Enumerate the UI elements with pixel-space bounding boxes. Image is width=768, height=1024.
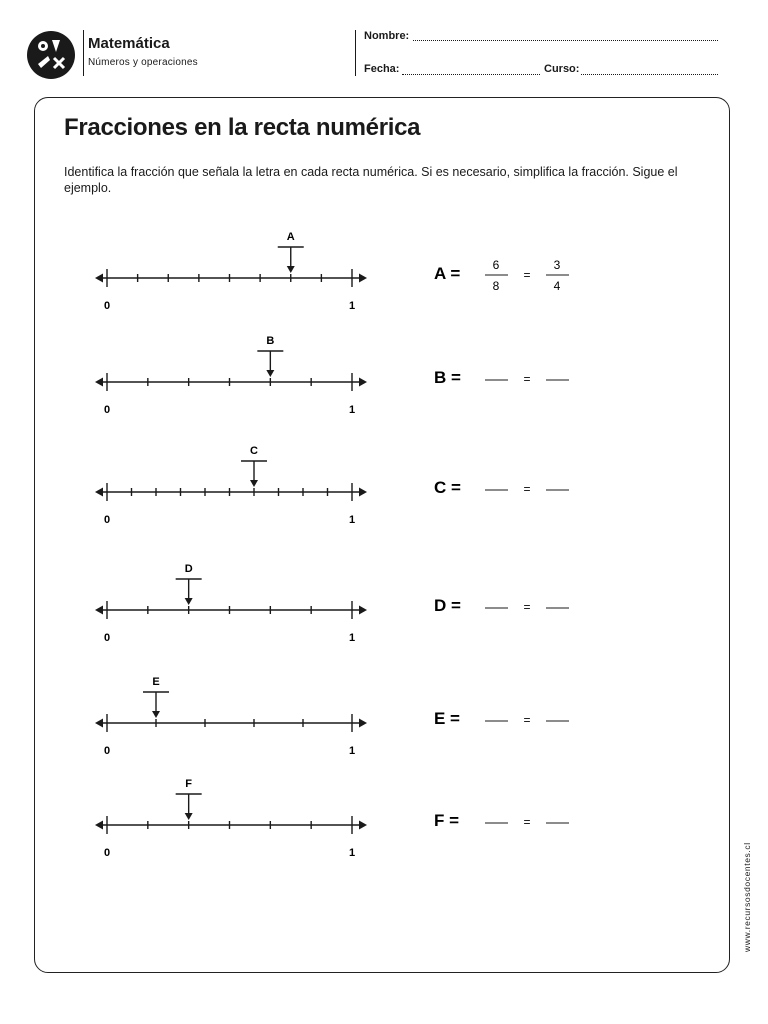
equals-sign: = [523,600,531,614]
pointer-arrow-icon [185,813,193,820]
pointer-letter: B [266,335,275,347]
label-zero: 0 [103,847,111,859]
label-zero: 0 [103,300,111,312]
date-label: Fecha: [364,63,400,75]
answer-label: D = [434,596,461,615]
pointer-arrow-icon [152,711,160,718]
arrow-right-icon [359,606,367,615]
label-zero: 0 [103,514,111,526]
fraction-numerator: 6 [492,258,500,272]
arrow-right-icon [359,274,367,283]
pointer-letter: F [185,778,193,790]
arrow-left-icon [95,606,103,615]
subject-subtitle: Números y operaciones [88,57,198,68]
equals-sign: = [523,268,531,282]
arrow-left-icon [95,378,103,387]
label-one: 1 [348,514,356,526]
pointer-letter: D [184,563,193,575]
pointer-arrow-icon [266,370,274,377]
equals-sign: = [523,482,531,496]
site-url: www.recursosdocentes.cl [742,842,752,952]
pointer-arrow-icon [185,598,193,605]
fraction-numerator: 3 [553,258,561,272]
label-one: 1 [348,847,356,859]
label-zero: 0 [103,632,111,644]
arrow-left-icon [95,719,103,728]
label-one: 1 [348,404,356,416]
answer-label: E = [434,709,460,728]
fraction-denominator: 8 [492,279,500,293]
name-label: Nombre: [364,30,410,42]
pointer-arrow-icon [250,480,258,487]
arrow-right-icon [359,719,367,728]
answer-label: F = [434,811,460,830]
label-zero: 0 [103,745,111,757]
equals-sign: = [523,815,531,829]
arrow-left-icon [95,821,103,830]
arrow-right-icon [359,378,367,387]
arrow-right-icon [359,488,367,497]
pointer-letter: A [286,231,295,243]
page-title: Fracciones en la recta numérica [64,114,421,141]
course-label: Curso: [544,63,580,75]
instructions: Identifica la fracción que señala la letra en cada recta numérica. Si es necesario, simplifica la fracción. Sigue el ejemplo. [64,165,678,195]
arrow-left-icon [95,274,103,283]
label-zero: 0 [103,404,111,416]
subject-title: Matemática [88,35,170,52]
arrow-right-icon [359,821,367,830]
arrow-left-icon [95,488,103,497]
equals-sign: = [523,372,531,386]
pointer-letter: C [250,445,258,457]
pointer-letter: E [152,676,160,688]
pointer-arrow-icon [287,266,295,273]
answer-label: B = [434,368,461,387]
label-one: 1 [348,300,356,312]
answer-label: C = [434,478,461,497]
equals-sign: = [523,713,531,727]
label-one: 1 [348,745,356,757]
fraction-denominator: 4 [553,279,561,293]
answer-label: A = [434,264,461,283]
label-one: 1 [348,632,356,644]
